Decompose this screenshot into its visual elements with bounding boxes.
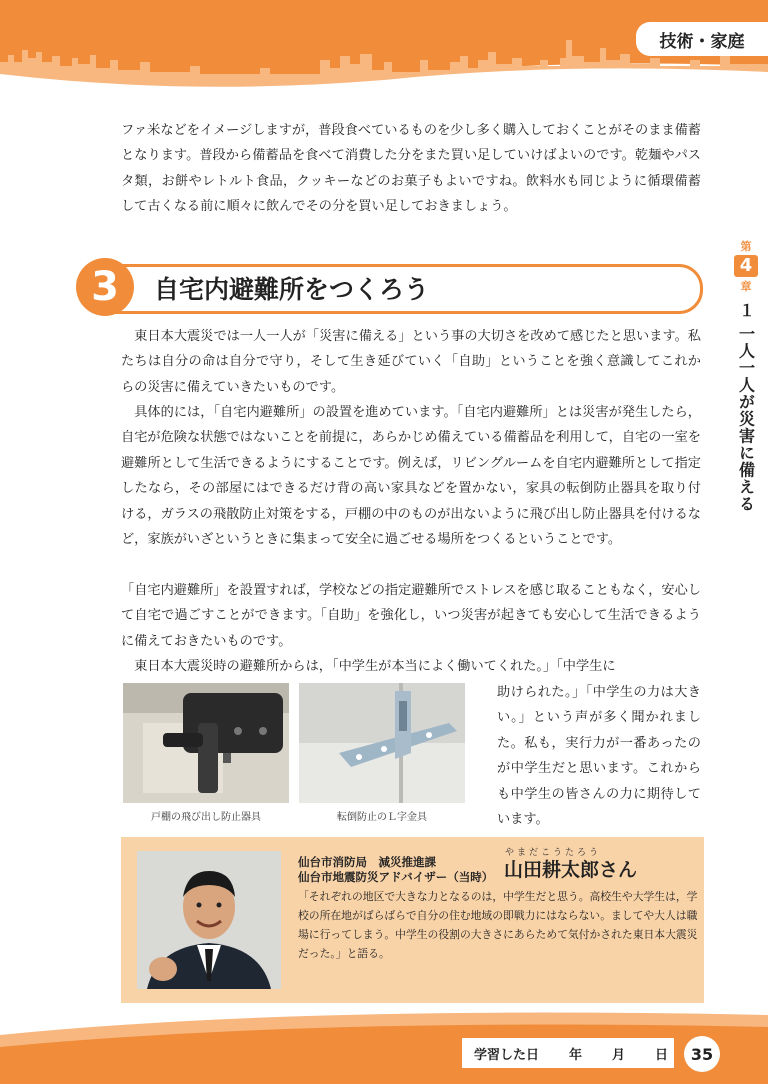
profile-quote: 「それぞれの地区で大きな力となるのは，中学生だと思う。高校生や大学生は，学校の所在地がばらばらで自分の住む地域の即戦力にはならない。ましてや大人は職場に行ってしまう。中学生の役割の大きさにあらためて気付かされた東日本大震災だった。」と語る。 (298, 890, 698, 960)
photo-caption: 転倒防止のＬ字金具 (337, 812, 427, 823)
body-paragraph (121, 654, 701, 679)
photo-cabinet-latch (123, 683, 289, 803)
profile-name: 山田耕太郎さん (504, 859, 638, 881)
photo-caption: 戸棚の飛び出し防止器具 (151, 812, 261, 823)
day-label: 日 (655, 1047, 669, 1063)
learned-date-label: 学習した日 (474, 1047, 540, 1063)
body-paragraph-text: 東日本大震災では一人一人が「災害に備える」という事の大切さを改めて感じたと思います。私たちは自分の命は自分で守り，そして生き延びていく「自助」ということを強く意識してこれからの災害に備えていきたいものです。 (121, 329, 701, 395)
body-paragraph (121, 324, 701, 400)
photo-l-bracket (299, 683, 465, 803)
body-paragraph (121, 578, 701, 654)
profile-photo (137, 851, 281, 989)
section-number: 3 (76, 258, 134, 316)
section-title: 自宅内避難所をつくろう (154, 275, 430, 304)
profile-box (121, 837, 704, 1003)
chapter-sidebar (728, 238, 764, 513)
body-paragraph-text: 具体的には，「自宅内避難所」の設置を進めています。「自宅内避難所」とは災害が発生したら，自宅が危険な状態ではないことを前提に，あらかじめ備えている備蓄品を利用して，自宅の一室を避難所として生活できるようにすることです。例えば，リビングルームを自宅内避難所として指定したなら，その部屋にはできるだけ背の高い家具などを置かない，家具の転倒防止器具を取り付ける，ガラスの飛散防止対策をする，戸棚の中のものが出ないように飛び出し防止器具を付けるなど，家族がいざというときに集まって安全に過ごせる場所をつくるということです。 (121, 405, 701, 548)
month-label: 月 (612, 1047, 626, 1063)
body-paragraph-text: 「自宅内避難所」を設置すれば，学校などの指定避難所でストレスを感じ取ることもなく，安心して自宅で過ごすことができます。「自助」を強化し，いつ災害が起きても安心して生活できるように備えておきたいものです。 (121, 583, 701, 649)
chapter-sho: 章 (740, 280, 752, 293)
side-paragraph: 助けられた。」「中学生の力は大きい。」という声が多く聞かれました。私も，実行力が一番あったのが中学生だと思います。これからも中学生の皆さんの力に期待しています。 (497, 685, 701, 828)
chapter-number: 4 (734, 255, 758, 277)
learned-date-field (462, 1038, 674, 1068)
page-number: 35 (684, 1036, 720, 1072)
profile-org-line1: 仙台市消防局 減災推進課 (298, 855, 436, 869)
chapter-title: １ 一人一人が災害に備える (736, 302, 756, 513)
profile-org-line2: 仙台市地震防災アドバイザー（当時） (298, 870, 494, 884)
subject-label: 技術・家庭 (636, 22, 768, 56)
chapter-dai: 第 (740, 240, 752, 253)
section-heading (76, 258, 704, 318)
profile-name-ruby: やまだこうたろう (505, 848, 602, 858)
intro-paragraph: ファ米などをイメージしますが，普段食べているものを少し多く購入しておくことがそのまま備蓄となります。普段から備蓄品を食べて消費した分をまた買い足していけばよいのです。乾麺やパスタ類，お餅やレトルト食品，クッキーなどのお菓子もよいですね。飲料水も同じように循環備蓄して古くなる前に順々に飲んでその分を買い足しておきましょう。 (121, 123, 701, 215)
body-paragraph (121, 400, 701, 552)
year-label: 年 (569, 1047, 583, 1063)
body-paragraph-text: 東日本大震災時の避難所からは，「中学生が本当によく働いてくれた。」「中学生に (134, 659, 616, 674)
